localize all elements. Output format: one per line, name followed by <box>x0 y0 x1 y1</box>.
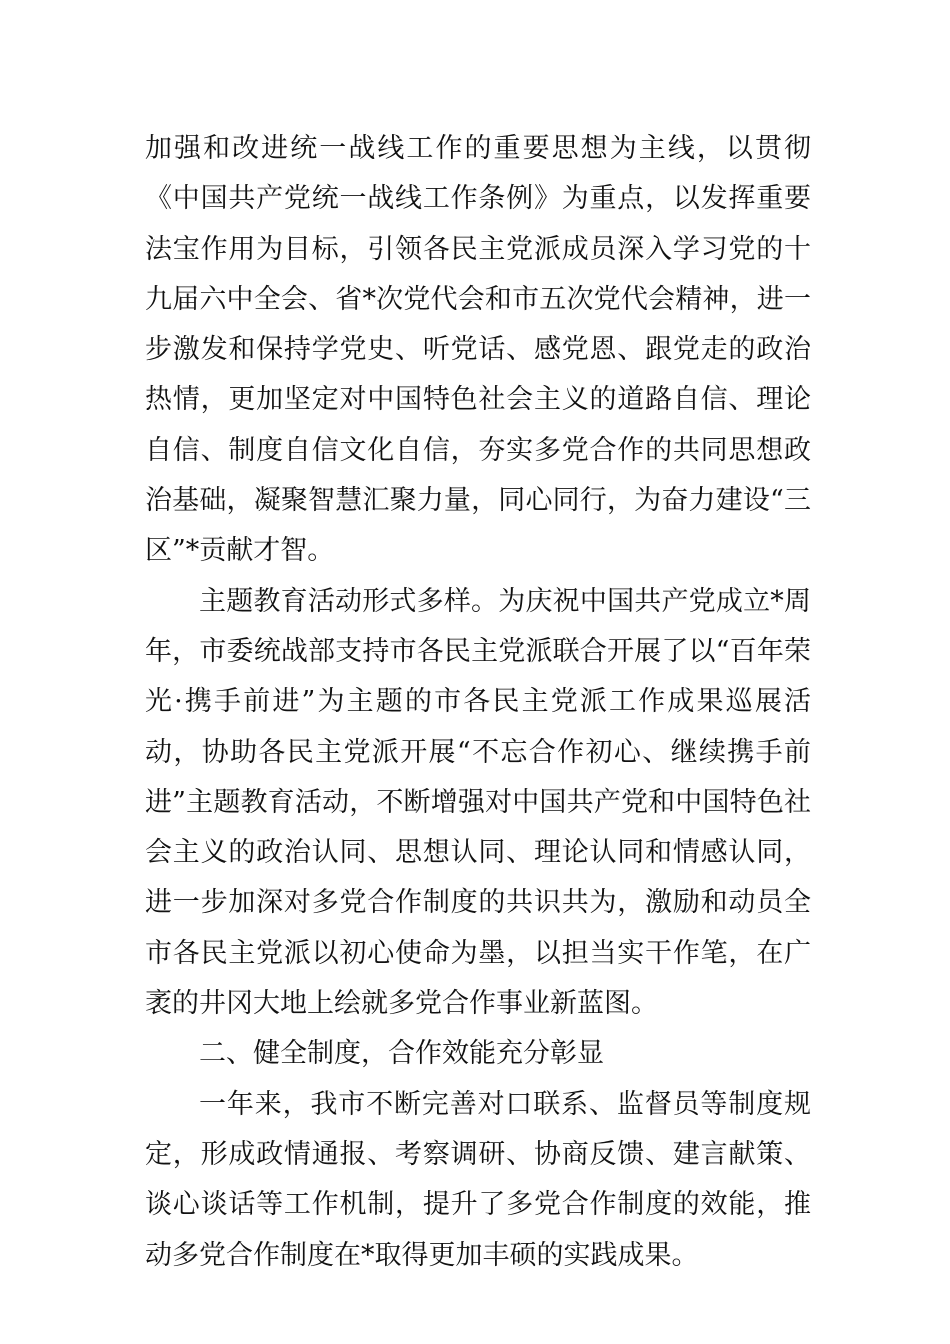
paragraph-theme-education: 主题教育活动形式多样。为庆祝中国共产党成立*周年，市委统战部支持市各民主党派联合开展了以“百年荣光·携手前进”为主题的市各民主党派工作成果巡展活动，协助各民主党派开展“不忘合作初心、继续携手前进”主题教育活动，不断增强对中国共产党和中国特色社会主义的政治认同、思想认同、理论认同和情感认同，进一步加深对多党合作制度的共识共为，激励和动员全市各民主党派以初心使命为墨，以担当实干作笔，在广袤的井冈大地上绘就多党合作事业新蓝图。 <box>145 585 811 1020</box>
paragraph-continuation: 加强和改进统一战线工作的重要思想为主线，以贯彻《中国共产党统一战线工作条例》为重点，以发挥重要法宝作用为目标，引领各民主党派成员深入学习党的十九届六中全会、省*次党代会和市五次党代会精神，进一步激发和保持学党史、听党话、感党恩、跟党走的政治热情，更加坚定对中国特色社会主义的道路自信、理论自信、制度自信文化自信，夯实多党合作的共同思想政治基础，凝聚智慧汇聚力量，同心同行，为奋力建设“三区”*贡献才智。 <box>145 133 811 567</box>
document-body <box>145 124 811 1281</box>
section-heading: 二、健全制度，合作效能充分彰显 <box>199 1038 604 1070</box>
paragraph-system-improvement: 一年来，我市不断完善对口联系、监督员等制度规定，形成政情通报、考察调研、协商反馈、建言献策、谈心谈话等工作机制，提升了多党合作制度的效能，推动多党合作制度在*取得更加丰硕的实践成果。 <box>145 1088 811 1271</box>
